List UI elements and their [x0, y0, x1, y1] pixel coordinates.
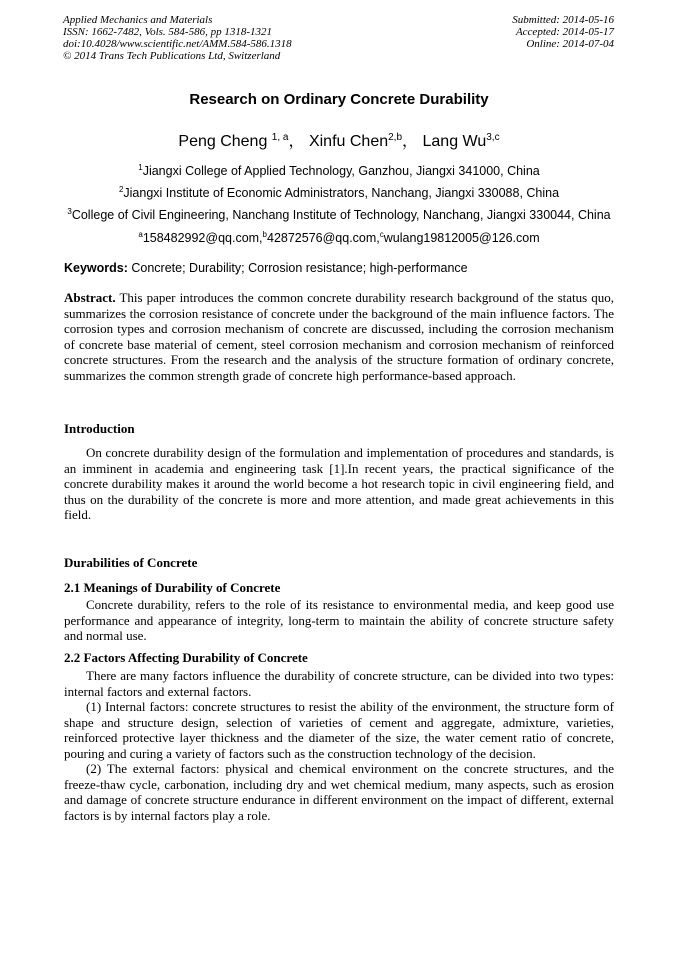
section-heading: Durabilities of Concrete	[64, 555, 198, 570]
paragraph: There are many factors influence the durability of concrete structure, can be divided into two types: internal factors and external factors.	[64, 668, 614, 699]
paragraph: (2) The external factors: physical and chemical environment on the concrete structures, and the freeze-thaw cycle, carbonation, including dry and wet chemical medium, many aspects, such as erosion and damage of concrete structure endurance in different environment on the impact of different, external factors is by internal factors play a role.	[64, 761, 614, 823]
email-text: 158482992@qq.com,	[142, 231, 263, 245]
journal-header	[63, 14, 292, 62]
affiliation-text: Jiangxi College of Applied Technology, Ganzhou, Jiangxi 341000, China	[142, 164, 540, 178]
paper-title: Research on Ordinary Concrete Durability	[189, 91, 489, 108]
abstract-label: Abstract.	[64, 290, 116, 305]
dates-header	[512, 14, 614, 50]
journal-copyright: © 2014 Trans Tech Publications Ltd, Switzerland	[63, 50, 281, 62]
author-separator: ，	[402, 133, 419, 150]
paragraph: Concrete durability, refers to the role of its resistance to environmental media, and keep good use performance and appearance of integrity, long-term to maintain the ability of concrete structure safety and normal use.	[64, 597, 614, 643]
subsection-heading: 2.1 Meanings of Durability of Concrete	[64, 580, 281, 595]
journal-issn: ISSN: 1662-7482, Vols. 584-586, pp 1318-1321	[63, 26, 272, 38]
author-list	[0, 128, 678, 151]
author-name: Xinfu Chen	[308, 133, 389, 150]
email-separator: ,	[376, 231, 380, 245]
author-separator: ，	[288, 133, 305, 150]
author-affiliation-mark: 3,c	[486, 132, 500, 143]
introduction-body	[64, 445, 614, 523]
keywords	[64, 261, 468, 275]
section-heading: Introduction	[64, 421, 135, 436]
affiliation	[0, 208, 678, 222]
author-emails	[0, 231, 678, 245]
abstract-text: This paper introduces the common concrete durability research background of the status quo, summarizes the corrosion resistance of concrete under the background of the main influence factors. The corrosion types and corrosion mechanism of concrete are discussed, including the corrosion mechanism of concrete base material of cement, steel corrosion mechanism and corrosion mechanism of reinforced concrete structures. From the research and the analysis of the structure formation of ordinary concrete, summarizes the common strength grade of concrete high performance-based approach.	[64, 290, 614, 383]
online-date: Online: 2014-07-04	[526, 38, 614, 50]
affiliation-mark: 1	[138, 163, 143, 172]
email-mark: a	[138, 230, 143, 239]
journal-name: Applied Mechanics and Materials	[63, 14, 213, 26]
author-affiliation-mark: 2,b	[388, 132, 403, 143]
affiliation-text: College of Civil Engineering, Nanchang Institute of Technology, Nanchang, Jiangxi 330044, China	[71, 208, 611, 222]
author-affiliation-mark: 1, a	[271, 132, 289, 143]
subsection-body	[64, 597, 614, 644]
email-mark: b	[262, 230, 267, 239]
affiliation	[0, 164, 678, 178]
affiliation-mark: 3	[67, 207, 72, 216]
subsection-body	[64, 668, 614, 823]
accepted-date: Accepted: 2014-05-17	[515, 26, 614, 38]
keywords-label: Keywords:	[64, 261, 128, 275]
keywords-text: Concrete; Durability; Corrosion resistance; high-performance	[127, 261, 468, 275]
author-name: Peng Cheng	[178, 133, 272, 150]
email-text: 42872576@qq.com	[267, 231, 377, 245]
affiliation	[0, 186, 678, 200]
journal-doi: doi:10.4028/www.scientific.net/AMM.584-586.1318	[63, 38, 292, 50]
paragraph: (1) Internal factors: concrete structures to resist the ability of the environment, the structure form of shape and structure design, selection of varieties of cement and aggregate, admixture, varieties, reinforced protective layer thickness and the diameter of the size, the water cement ratio of concrete, pouring and curing a variety of factors such as the construction technology of the decision.	[64, 699, 614, 761]
email-text: wulang19812005@126.com	[383, 231, 540, 245]
paragraph: On concrete durability design of the formulation and implementation of procedures and standards, is an imminent in academia and engineering task [1].In recent years, the practical significance of the concrete durability makes it around the world become a hot research topic in civil engineering field, and thus on the durability of the concrete is more and more attention, and made great achievements in this field.	[64, 445, 614, 522]
affiliation-text: Jiangxi Institute of Economic Administrators, Nanchang, Jiangxi 330088, China	[123, 186, 560, 200]
author-name: Lang Wu	[422, 133, 487, 150]
affiliation-mark: 2	[118, 185, 124, 194]
subsection-heading: 2.2 Factors Affecting Durability of Concrete	[64, 650, 308, 665]
email-mark: c	[379, 230, 384, 239]
submitted-date: Submitted: 2014-05-16	[512, 14, 614, 26]
abstract	[64, 290, 614, 383]
